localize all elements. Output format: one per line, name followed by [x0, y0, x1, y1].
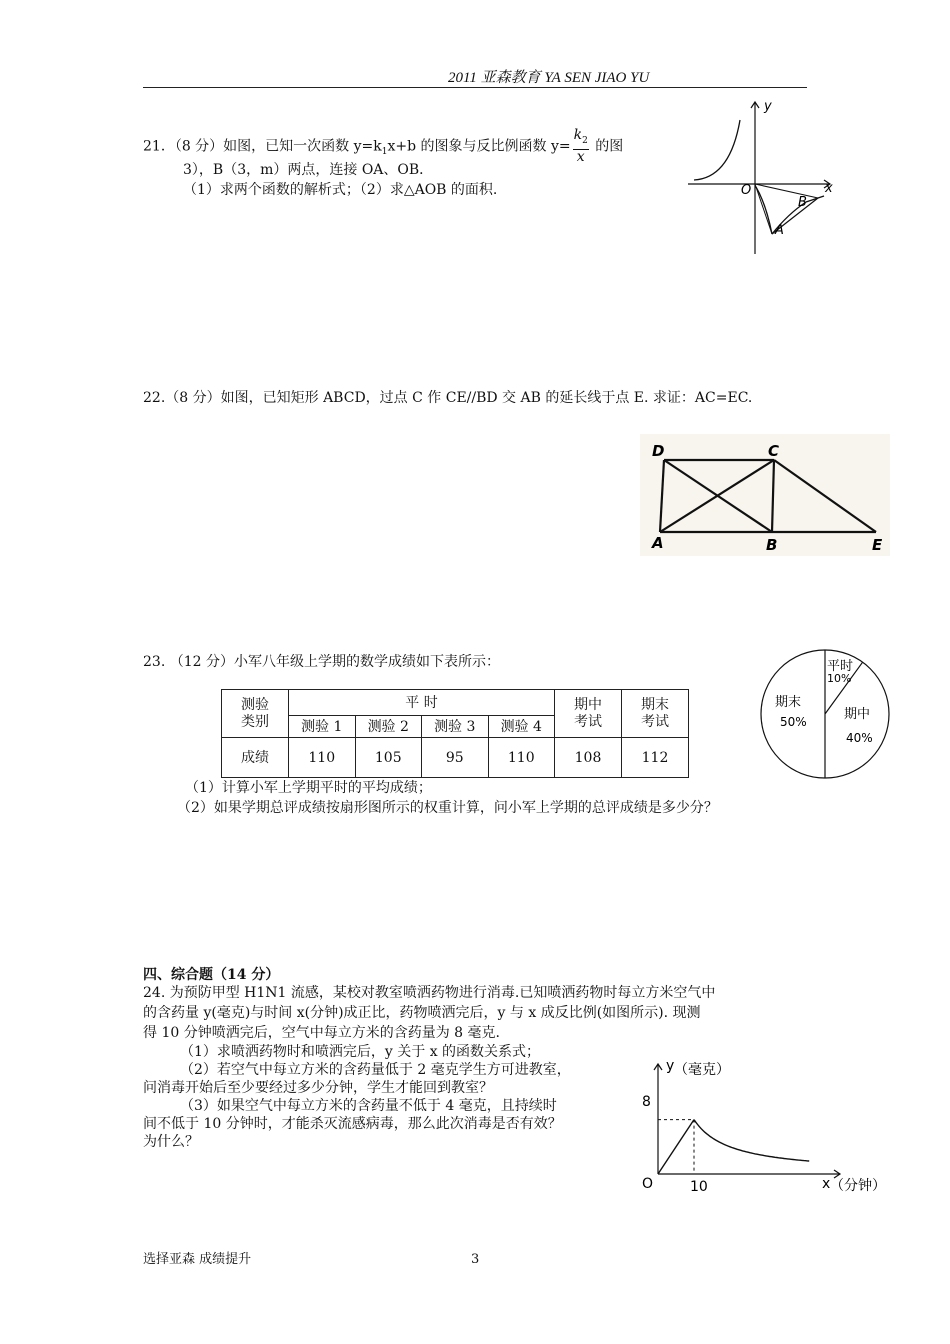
- table-row: [222, 738, 689, 778]
- q21-label-y: y: [764, 99, 772, 114]
- q24-y-unit: （毫克）: [674, 1062, 730, 1078]
- table-row: [222, 690, 689, 716]
- q24-linear-segment: [658, 1120, 694, 1174]
- header-title: 2011 亚森教育 YA SEN JIAO YU: [448, 70, 650, 86]
- q21-segment-ob: [755, 184, 818, 198]
- table-cell-category: [222, 690, 289, 738]
- q21-line2: 3），B（3，m）两点，连接 OA、OB．: [183, 162, 434, 178]
- pie-pct-pingshi: 10%: [827, 672, 852, 685]
- q21-k1-sub: 1: [381, 147, 388, 158]
- table-header-text: 期中: [574, 696, 602, 713]
- q22-figure-bg: [640, 434, 890, 556]
- q23-pie-chart: [760, 646, 894, 786]
- pie-pct-qimo: 50%: [780, 715, 807, 729]
- q24-line2: 的含药量 y(毫克)与时间 x(分钟)成正比，药物喷洒完后，y 与 x 成反比例(如图所示). 现测: [143, 1005, 701, 1021]
- q21-label-x: x: [825, 181, 833, 196]
- table-header-group: 平 时: [289, 690, 555, 716]
- pie-label-qimo: 期末: [775, 695, 802, 710]
- q21-prefix: 21．（8 分）如图，已知一次函数 y=k: [143, 138, 382, 155]
- q21-line3: （1）求两个函数的解析式；（2）求△AOB 的面积.: [183, 182, 498, 198]
- q22-text: 22.（8 分）如图，已知矩形 ABCD，过点 C 作 CE//BD 交 AB 的延长线于点 E. 求证：AC=EC.: [143, 390, 753, 406]
- q21-frac-sub: 2: [582, 135, 588, 146]
- table-cell: 112: [622, 738, 689, 778]
- table-header-text: 期末: [641, 696, 669, 713]
- q24-line9: 为什么？: [143, 1134, 199, 1150]
- q24-line5: （2）若空气中每立方米的含药量低于 2 毫克学生方可进教室，: [180, 1062, 571, 1078]
- footer-slogan: 选择亚森 成绩提升: [143, 1252, 252, 1267]
- q24-graph: [630, 1050, 900, 1200]
- q21-label-b: B: [798, 195, 807, 210]
- q21-frac-den: x: [576, 148, 585, 165]
- q24-tick-x: 10: [690, 1179, 708, 1195]
- section4-title: 四、综合题（14 分）: [143, 967, 280, 983]
- q22-figure: [640, 434, 890, 556]
- q24-origin-label: O: [642, 1176, 654, 1192]
- table-header-test: 测验 4: [488, 716, 555, 738]
- q21-fraction: [573, 128, 589, 165]
- q21-label-a: A: [775, 223, 784, 238]
- table-header-test: 测验 2: [355, 716, 422, 738]
- q24-line1: 24. 为预防甲型 H1N1 流感，某校对教室喷洒药物进行消毒.已知喷洒药物时每立方米空气中: [143, 985, 716, 1001]
- q24-tick-y: 8: [642, 1094, 651, 1110]
- q23-text: 23. （12 分）小军八年级上学期的数学成绩如下表所示：: [143, 654, 500, 670]
- q23-sub1: （1）计算小军上学期平时的平均成绩；: [185, 780, 432, 796]
- q24-x-unit: （分钟）: [830, 1178, 886, 1194]
- header-rule: [143, 87, 807, 88]
- table-header-text: 考试: [641, 713, 669, 730]
- table-header-test: 测验 3: [422, 716, 489, 738]
- q22-label-d: D: [652, 442, 665, 460]
- table-cell: 110: [488, 738, 555, 778]
- q24-line3: 得 10 分钟喷洒完后，空气中每立方米的含药量为 8 毫克.: [143, 1025, 500, 1041]
- pie-label-qizhong: 期中: [844, 707, 871, 722]
- table-header-test: 测验 1: [289, 716, 356, 738]
- table-cell: 105: [355, 738, 422, 778]
- table-cell-label: 成绩: [222, 738, 289, 778]
- q21-mid: x+b 的图象与反比例函数 y=: [387, 138, 571, 155]
- q22-label-e: E: [872, 536, 883, 554]
- q22-label-b: B: [766, 536, 778, 554]
- q24-y-label: y: [666, 1058, 675, 1074]
- q22-label-c: C: [768, 442, 780, 460]
- q24-line8: 间不低于 10 分钟时，才能杀灭流感病毒，那么此次消毒是否有效？: [143, 1116, 562, 1132]
- q21-frac-num: [573, 128, 589, 150]
- table-header-text: 测验: [241, 696, 269, 713]
- q21-hyperbola-left: [694, 120, 740, 180]
- q21-graph: [688, 94, 838, 260]
- table-cell: 108: [555, 738, 622, 778]
- q24-line7: （3）如果空气中每立方米的含药量不低于 4 毫克，且持续时: [180, 1098, 557, 1114]
- table-cell-final: [622, 690, 689, 738]
- pie-label-pingshi: 平时: [827, 659, 854, 674]
- q23-sub2: （2）如果学期总评成绩按扇形图所示的权重计算，问小军上学期的总评成绩是多少分？: [177, 800, 718, 816]
- pie-pct-qizhong: 40%: [846, 731, 873, 745]
- q24-x-label: x: [822, 1176, 831, 1192]
- q21-segment-oa: [755, 184, 772, 234]
- q24-line6: 问消毒开始后至少要经过多少分钟，学生才能回到教室？: [143, 1080, 493, 1096]
- q21-frac-k: k: [573, 127, 583, 143]
- footer-page-number: 3: [471, 1252, 480, 1267]
- q24-line4: （1）求喷洒药物时和喷洒完后，y 关于 x 的函数关系式；: [180, 1044, 541, 1060]
- q23-score-table: [221, 689, 689, 778]
- q24-inverse-curve: [694, 1120, 809, 1161]
- table-cell: 95: [422, 738, 489, 778]
- table-header-text: 类别: [241, 713, 269, 730]
- q22-label-a: A: [652, 534, 664, 552]
- q21-label-o: O: [741, 183, 752, 198]
- table-header-text: 考试: [574, 713, 602, 730]
- q21-suffix: 的图: [590, 138, 624, 155]
- table-cell-mid: [555, 690, 622, 738]
- table-cell: 110: [289, 738, 356, 778]
